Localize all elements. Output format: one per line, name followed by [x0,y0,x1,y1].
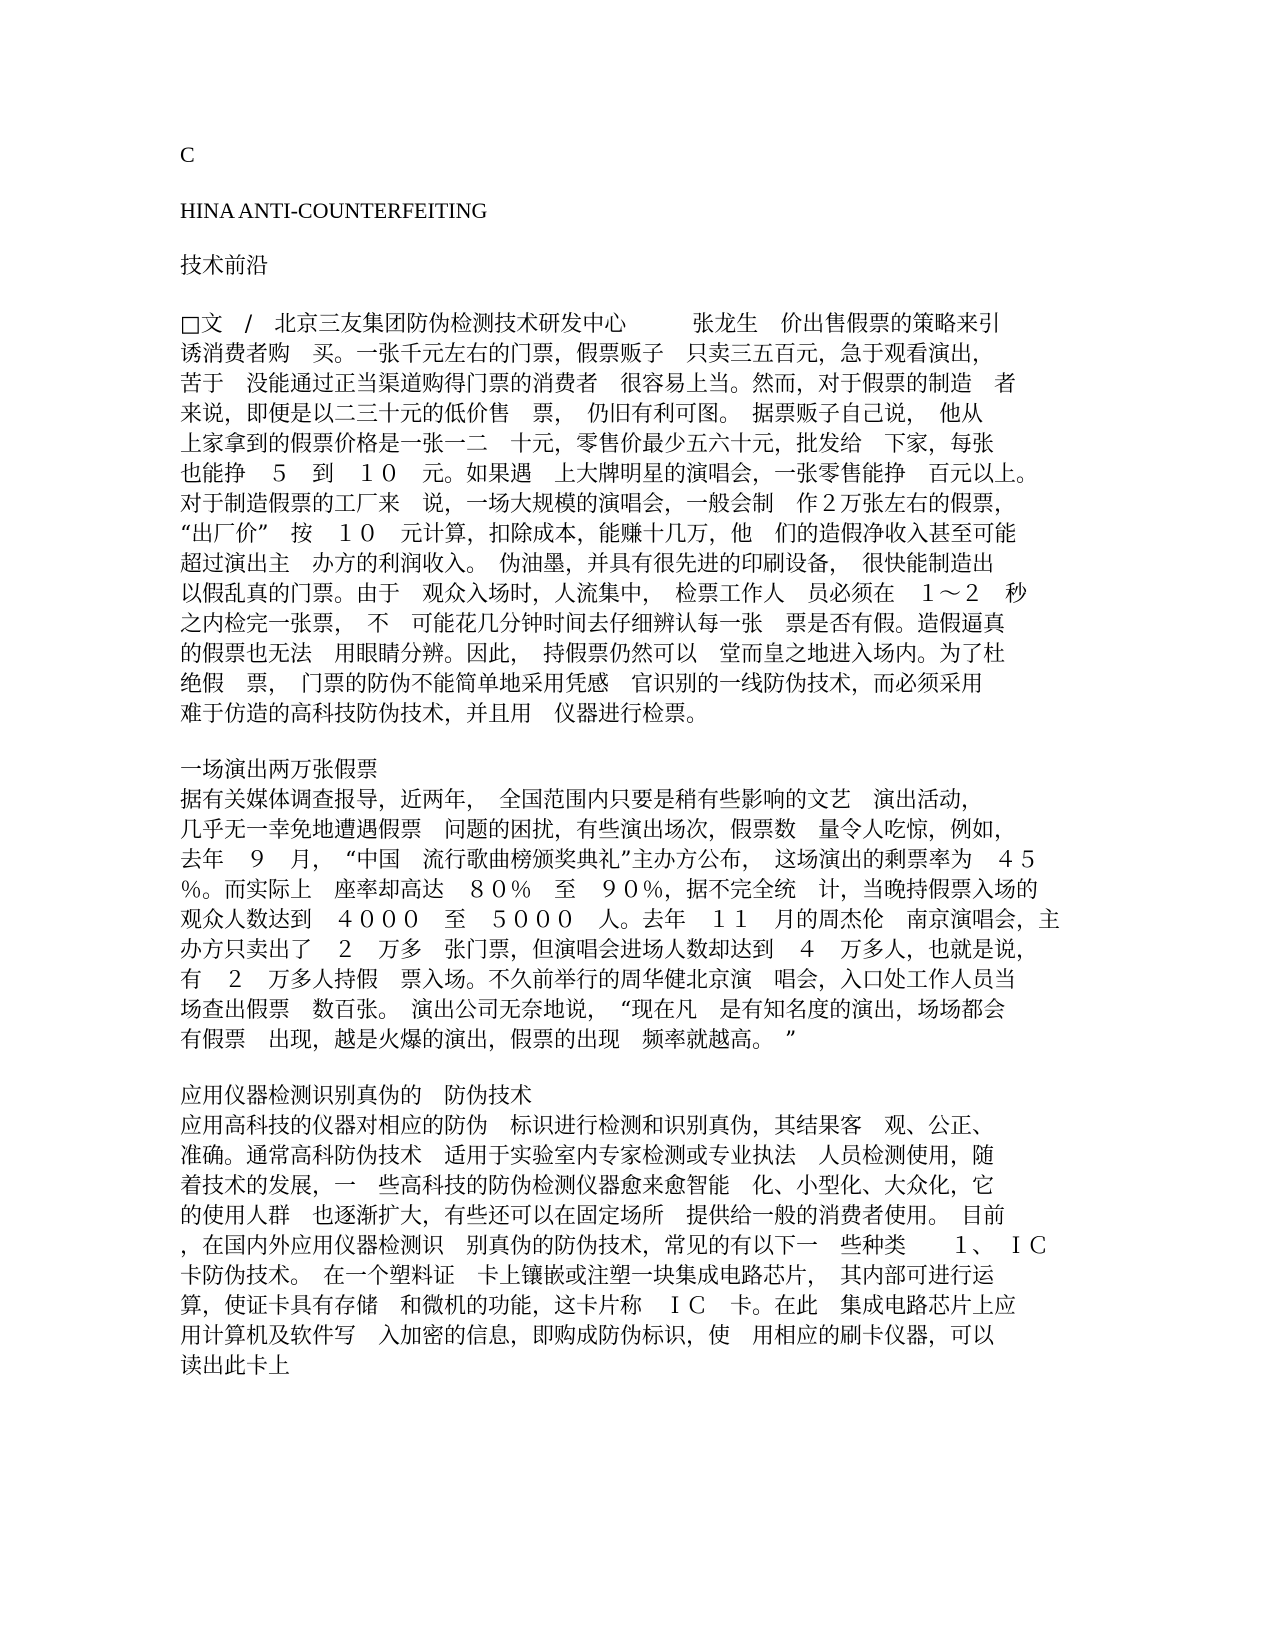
body-line: 观众人数达到 ４０００ 至 ５０００ 人。去年 １１ 月的周杰伦 南京演唱会，主 [180,908,1061,933]
body-line: 的使用人群 也逐渐扩大，有些还可以在固定场所 提供给一般的消费者使用。 目前 [180,1204,1006,1229]
body-line: 应用高科技的仪器对相应的防伪 标识进行检测和识别真伪，其结果客 观、公正、 [180,1114,995,1139]
intro-line: 苦于 没能通过正当渠道购得门票的消费者 很容易上当。然而，对于假票的制造 者 [180,372,1017,397]
body-line: ％。而实际上 座率却高达 ８０％ 至 ９０％，据不完全统 计，当晚持假票入场的 [180,878,1039,903]
intro-line: 之内检完一张票， 不 可能花几分钟时间去仔细辨认每一张 票是否有假。造假逼真 [180,612,1006,637]
body-line: 办方只卖出了 ２ 万多 张门票，但演唱会进场人数却达到 ４ 万多人，也就是说， [180,938,1039,963]
intro-line: 的假票也无法 用眼睛分辨。因此， 持假票仍然可以 堂而皇之地进入场内。为了杜 [180,642,1006,667]
body-line: 算，使证卡具有存储 和微机的功能，这卡片称 ＩＣ 卡。在此 集成电路芯片上应 [180,1294,1017,1319]
body-line: 去年 ９ 月， “中国 流行歌曲榜颁奖典礼”主办方公布， 这场演出的剩票率为 ４５ [180,848,1039,873]
intro-paragraph [180,310,1080,730]
body-line: 几乎无一幸免地遭遇假票 问题的困扰，有些演出场次，假票数 量令人吃惊，例如， [180,818,1017,843]
body-line: 用计算机及软件写 入加密的信息，即购成防伪标识，使 用相应的刷卡仪器，可以 [180,1324,995,1349]
intro-line: 难于仿造的高科技防伪技术，并且用 仪器进行检票。 [180,702,709,727]
section-label: 技术前沿 [180,254,269,279]
body-line: 准确。通常高科防伪技术 适用于实验室内专家检测或专业执法 人员检测使用，随 [180,1144,995,1169]
section-heading: 应用仪器检测识别真伪的 防伪技术 [180,1084,533,1109]
section-heading: 一场演出两万张假票 [180,758,379,783]
intro-line: 绝假 票， 门票的防伪不能简单地采用凭感 官识别的一线防伪技术，而必须采用 [180,672,984,697]
intro-line: 来说，即便是以二三十元的低价售 票， 仍旧有利可图。 据票贩子自己说， 他从 [180,402,984,427]
intro-line: □文 / 北京三友集团防伪检测技术研发中心 张龙生 价出售假票的策略来引 [180,312,1001,337]
body-line: ，在国内外应用仪器检测识 别真伪的防伪技术，常见的有以下一 些种类 １、 ＩＣ [180,1234,1050,1259]
intro-line: 也能挣 ５ 到 １０ 元。如果遇 上大牌明星的演唱会，一张零售能挣 百元以上。 [180,462,1039,487]
intro-line: “出厂价” 按 １０ 元计算，扣除成本，能赚十几万，他 们的造假净收入甚至可能 [180,522,1017,547]
header-letter: C [180,142,195,167]
intro-line: 超过演出主 办方的利润收入。 伪油墨，并具有很先进的印刷设备， 很快能制造出 [180,552,995,577]
body-line: 据有关媒体调查报导，近两年， 全国范围内只要是稍有些影响的文艺 演出活动， [180,788,984,813]
body-line: 有假票 出现，越是火爆的演出，假票的出现 频率就越高。 ” [180,1028,797,1053]
body-line: 卡防伪技术。 在一个塑料证 卡上镶嵌或注塑一块集成电路芯片， 其内部可进行运 [180,1264,995,1289]
body-line: 读出此卡上 [180,1354,291,1379]
intro-line: 上家拿到的假票价格是一张一二 十元，零售价最少五六十元，批发给 下家，每张 [180,432,995,457]
intro-line: 以假乱真的门票。由于 观众入场时，人流集中， 检票工作人 员必须在 １～２ 秒 [180,582,1028,607]
body-line: 有 ２ 万多人持假 票入场。不久前举行的周华健北京演 唱会，入口处工作人员当 [180,968,1017,993]
intro-line: 对于制造假票的工厂来 说，一场大规模的演唱会，一般会制 作２万张左右的假票， [180,492,1017,517]
section-fake-tickets [180,756,1080,1056]
body-line: 场查出假票 数百张。 演出公司无奈地说， “现在凡 是有知名度的演出，场场都会 [180,998,1006,1023]
intro-line: 诱消费者购 买。一张千元左右的门票，假票贩子 只卖三五百元，急于观看演出， [180,342,995,367]
section-instrument-detection [180,1082,1080,1382]
document-page [180,140,1080,1382]
brand-title: HINA ANTI-COUNTERFEITING [180,198,488,223]
body-line: 着技术的发展，一 些高科技的防伪检测仪器愈来愈智能 化、小型化、大众化，它 [180,1174,995,1199]
